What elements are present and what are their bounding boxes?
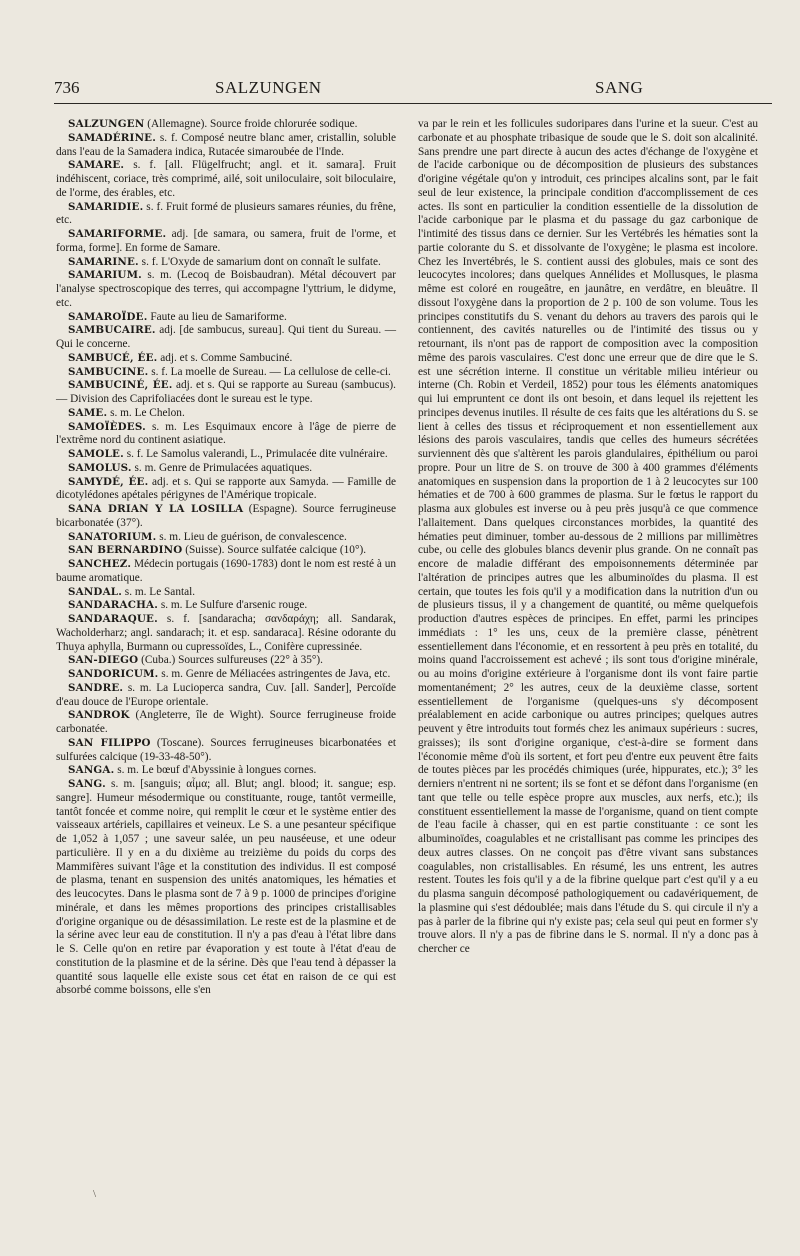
entry-definition: s. m. La Lucioperca sandra, Cuv. [all. Sander], Percoïde d'eau douce de l'Europe orientale.	[56, 681, 396, 708]
dictionary-entry	[56, 558, 396, 586]
entry-headword: SAME.	[68, 406, 108, 419]
entry-definition: adj. et s. Qui se rapporte aux Samyda. — Famille de dicotylédones apétales périgynes de l'Amérique tropicale.	[56, 475, 397, 502]
dictionary-entry	[56, 324, 396, 352]
entry-headword: SAMAROÏDE.	[68, 310, 148, 323]
entry-definition: s. f. Le Samolus valerandi, L., Primulacée dite vulnéraire.	[123, 448, 388, 460]
entry-headword: SANDRE.	[68, 681, 124, 694]
dictionary-entry	[56, 201, 396, 229]
dictionary-entry	[56, 586, 396, 600]
entry-headword: SAMARIFORME.	[68, 228, 167, 240]
right-column	[418, 118, 758, 957]
entry-headword: SAMADÉRINE.	[68, 131, 157, 144]
entry-headword: SAMYDÉ, ÉE.	[68, 475, 149, 488]
entry-definition: adj. [de samara, ou samera, fruit de l'orme, et forma, forme]. En forme de Samare.	[56, 228, 396, 254]
entry-headword: SANA DRIAN Y LA LOSILLA	[68, 503, 244, 515]
dictionary-entry	[56, 269, 396, 310]
entry-headword: SAN-DIEGO	[68, 654, 139, 667]
dictionary-entry	[56, 778, 396, 998]
dictionary-entry	[56, 132, 396, 160]
entry-headword: SAMARINE.	[68, 255, 139, 268]
entry-headword: SAMBUCAIRE.	[68, 324, 156, 337]
entry-definition: s. m. Le Chelon.	[107, 406, 185, 419]
entry-headword: SANATORIUM.	[68, 530, 157, 543]
entry-headword: SAMBUCINÉ, ÉE.	[68, 379, 173, 392]
entry-definition: s. f. L'Oxyde de samarium dont on connaît le sulfate.	[138, 255, 381, 268]
entry-headword: SAMARIUM.	[68, 269, 142, 282]
entry-definition: s. m. (Lecoq de Boisbaudran). Métal découvert par l'analyse spectroscopique des terres, qui accompagne l'yttrium, le didyme, etc.	[56, 269, 396, 309]
dictionary-entry	[56, 228, 396, 256]
dictionary-entry	[56, 764, 396, 778]
entry-headword: SAMBUCINE.	[68, 365, 149, 378]
entry-headword: SANG.	[68, 778, 106, 790]
entry-definition: (Suisse). Source sulfatée calcique (10°).	[182, 544, 367, 557]
dictionary-entry	[56, 737, 396, 765]
dictionary-entry	[56, 544, 396, 558]
entry-definition: s. m. [sanguis; αἷμα; all. Blut; angl. blood; it. sangue; esp. sangre]. Humeur mésodermique ou constituante, rouge, tantôt vermeille, tantôt foncée et comme noire, qui remplit le cœur et le système entier des vaisseaux artériels, capillaires et veineux. Le S. a une pesanteur spécifique de 1,052 à 1,057 ; une saveur salée, un peu nauséeuse, et une odeur particulière. Il y en a du dixième au treizième du poids du corps des Mammifères suivant l'âge et la constitution des individus. Il est composé de plasma, tenant en suspension des unités anatomiques, les hématies et des leucocytes. Dans le plasma sont de 7 à 9 p. 1000 de principes d'origine minérale, et dans les mêmes proportions des principes cristallisables d'origine organique ou de désassimilation. Le reste est de la plasmine et de la sérine avec leur eau de constitution. Il n'y a pas d'eau à l'état libre dans le S. Celle qu'on en retire par évaporation y est toute à l'état d'eau de constitution de la plasmine et de la sérine. Dès que l'eau tend à dépasser la quantité sous laquelle elle existe sous cet état en raison de ce qui est absorbé comme boissons, elle s'en	[56, 778, 396, 997]
dictionary-entry	[56, 159, 396, 200]
dictionary-entry	[56, 407, 396, 421]
dictionary-entry	[56, 709, 396, 737]
entry-definition: s. f. Composé neutre blanc amer, cristallin, soluble dans l'eau de la Samadera indica, Rutacée simaroubée de l'Inde.	[56, 131, 396, 158]
entry-headword: SAMBUCÉ, ÉE.	[68, 351, 158, 364]
entry-headword: SAMOÏÈDES.	[68, 420, 146, 433]
entry-definition: adj. et s. Qui se rapporte au Sureau (sambucus). — Division des Caprifoliacées dont le sureau est le type.	[56, 379, 396, 405]
margin-mark: \	[93, 1188, 97, 1200]
entry-headword: SAMOLUS.	[68, 461, 132, 474]
entry-definition: s. f. [sandaracha; σανδαράχη; all. Sandarak, Wacholderharz; angl. sandarach; it. et esp. sandaraca]. Résine odorante du Thuya aphylla, Burmann ou cupressoïdes, L., Conifère cupressinée.	[56, 613, 396, 653]
entry-headword: SANDORICUM.	[68, 668, 159, 680]
entry-headword: SAN BERNARDINO	[68, 544, 183, 557]
entry-headword: SANDAL.	[68, 585, 122, 598]
dictionary-entry	[56, 311, 396, 325]
dictionary-entry	[56, 531, 396, 545]
entry-definition: Médecin portugais (1690-1783) dont le nom est resté à un baume aromatique.	[56, 558, 396, 584]
dictionary-entry	[56, 118, 396, 132]
entry-definition: (Cuba.) Sources sulfureuses (22° à 35°).	[138, 654, 324, 667]
left-running-title: SALZUNGEN	[215, 78, 322, 97]
dictionary-entry	[56, 421, 396, 449]
dictionary-entry	[56, 682, 396, 710]
entry-definition: s. m. Genre de Méliacées astringentes de Java, etc.	[158, 668, 391, 680]
entry-definition: s. f. [all. Flügelfrucht; angl. et it. samara]. Fruit indéhiscent, coriace, très comprimé, ailé, soit uniloculaire, soit biloculaire, de l'orme, des érables, etc.	[56, 159, 396, 199]
left-column	[56, 118, 396, 998]
entry-definition: s. m. Le Sulfure d'arsenic rouge.	[158, 599, 308, 612]
entry-headword: SALZUNGEN	[68, 118, 145, 130]
entry-definition: s. f. La moelle de Sureau. — La cellulose de celle-ci.	[148, 365, 391, 378]
entry-definition: (Angleterre, île de Wight). Source ferrugineuse froide carbonatée.	[56, 709, 396, 735]
entry-headword: SAMARIDIE.	[68, 200, 144, 213]
entry-headword: SANGA.	[68, 764, 115, 777]
entry-headword: SAMARE.	[68, 159, 125, 172]
continued-paragraph: va par le rein et les follicules sudoripares dans l'urine et la sueur. C'est au carbonate et au phosphate tribasique de soude que le S. doit son alcalinité. Sans prendre une part directe à aucun des actes d'échange de l'oxygène et de l'acide carbonique ou de décomposition de plusieurs des substances d'origine végétale qu'on y introduit, ces principes alcalins sont, par le fait seul de leur existence, la principale condition d'accomplissement de ces actes. Ils sont en particulier la condition essentielle de la dissolution de l'acide carbonique par le plasma et du passage du gaz carbonique de l'intimité des tissus dans ce dernier. Sur les Vertébrés les hématies sont la partie colorante du S. et dissolvante de l'oxygène; le plasma est incolore. Chez les Invertébrés, le S. contient aussi des globules, mais ce sont des leucocytes incolores; dans quelques Annélides et Mollusques, le plasma même est coloré en rougeâtre, en jaunâtre, en verdâtre, en bleuâtre. Il dissout l'oxygène dans la proportion de 2 p. 100 de son volume. Tous les principes constitutifs du S. venant du dehors au travers des parois qui le contiennent, des cavités naturelles ou de l'intimité des tissus ou y retournant, ils n'ont pas de rapport de composition avec la composition même des parois vasculaires. C'est donc une erreur que de dire que le S. est une sécrétion interne. Il constitue un véritable milieu intérieur ou interne (Ch. Robin et Verdeil, 1852) pour tous les éléments anatomiques qui lui empruntent ce dont ils ont besoin, et dans lequel ils rejettent les principes devenus inutiles. Il résulte de ces faits que les altérations du S. se lient à celles des tissus et réciproquement et non essentiellement aux lésions des parois vasculaires, tandis que celles des humeurs sécrétées surviennent dès que s'altèrent les parois glandulaires, épithélium ou paroi propre. Pour un litre de S. on trouve de 300 à 400 grammes d'éléments anatomiques en suspension dans la proportion de 1 à 2 leucocytes sur 100 hématies et de 700 à 600 grammes de plasma. Sur le fœtus le rapport du plasma aux globules est inverse ou à peu près jusqu'à ce que commence l'allaitement. Dans quelques circonstances morbides, la quantité des hématies peut diminuer, tomber au-dessous de 2 millions par millimètres cube, ou celle des globules blancs devenir plus grande. On ne connaît pas encore de maladie différant des empoisonnements déterminée par l'altération de principes autres que les albuminoïdes du plasma. Il est certain, que toutes les fois qu'il y a modification dans la nutrition d'un ou de plusieurs tissus, il y a changement de quantité, ou même quelquefois production d'autres espèces de principes. En effet, parmi les principes immédiats : 1° les uns, ceux de la première classe, pénètrent essentiellement dans l'économie, et en ressortent à peu près en totalité, du moins quand l'accroissement est achevé ; ils sont tous d'origine minérale, ou au moins d'origine extérieure à l'organisme dont ils vont faire partie momentanément; 2° les autres, ceux de la deuxième classe, sortent essentiellement de l'organisme (quelques-uns s'y décomposent préalablement en acide carbonique ou autres principes; quelques autres peuvent y être introduits tout formés chez les animaux supérieurs : sucres, graisses); ils sont d'origine organique, c'est-à-dire se forment dans l'économie même d'où ils sortent, et fort peu d'entre eux peuvent être faits de toutes pièces par les procédés chimiques (urée, hippurates, etc.); 3° les derniers n'entrent ni ne sortent; ils se font et se défont dans l'organisme (en tant que telle ou telle espèce propre aux muscles, aux nerfs, etc.); ils constituent essentiellement la masse de l'organisme, quand on tient compte de l'eau facile à chasser, qui en est partie constituante : ce sont les albuminoïdes, coagulables et ne cristallisant pas comme les principes des deux autres classes. On ne conçoit pas d'être vivant sans substances coagulables, non cristallisables. En résumé, les uns entrent, les autres restent. Toutes les fois qu'il y a de la fibrine quelque part c'est qu'il y a eu du plasma sanguin décomposé pathologiquement ou cadavériquement, de la plasmine qui s'est dédoublée; mais dans l'étude du S. qui circule il n'y a pas à parler de la fibrine qui n'y existe pas; cela seul qui peut en former s'y trouve alors. Il n'y a pas de fibrine dans le S. normal. Il n'y a donc pas à chercher ce	[418, 118, 758, 955]
dictionary-entry	[56, 352, 396, 366]
page-number: 736	[54, 78, 80, 97]
dictionary-entry	[56, 366, 396, 380]
entry-headword: SANCHEZ.	[68, 558, 132, 570]
entry-definition: adj. [de sambucus, sureau]. Qui tient du Sureau. — Qui le concerne.	[56, 324, 396, 350]
entry-headword: SANDARACHA.	[68, 599, 158, 612]
entry-definition: adj. et s. Comme Sambuciné.	[157, 351, 293, 364]
entry-definition: s. m. Le Santal.	[121, 585, 196, 598]
entry-definition: s. m. Genre de Primulacées aquatiques.	[131, 461, 313, 474]
entry-definition: (Allemagne). Source froide chlorurée sodique.	[144, 118, 358, 130]
dictionary-entry	[56, 503, 396, 531]
header-rule	[54, 103, 772, 104]
entry-headword: SANDARAQUE.	[68, 613, 158, 625]
dictionary-entry	[56, 256, 396, 270]
dictionary-entry	[56, 476, 396, 504]
running-header	[54, 78, 772, 100]
dictionary-entry	[56, 668, 396, 682]
right-running-title: SANG	[595, 78, 644, 97]
entry-headword: SANDROK	[68, 709, 130, 722]
dictionary-entry	[56, 613, 396, 654]
dictionary-entry	[56, 599, 396, 613]
dictionary-entry	[56, 462, 396, 476]
entry-definition: Faute au lieu de Samariforme.	[147, 310, 287, 323]
entry-definition: s. m. Lieu de guérison, de convalescence.	[156, 530, 347, 543]
dictionary-entry	[56, 654, 396, 668]
entry-definition: s. f. Fruit formé de plusieurs samares réunies, du frêne, etc.	[56, 200, 396, 227]
entry-definition: s. m. Le bœuf d'Abyssinie à longues cornes.	[114, 764, 317, 777]
entry-definition: s. m. Les Esquimaux encore à l'âge de pierre de l'extrême nord du continent asiatique.	[56, 420, 396, 447]
dictionary-entry	[56, 379, 396, 407]
entry-definition: (Espagne). Source ferrugineuse bicarbonatée (37°).	[56, 503, 397, 529]
dictionary-entry	[56, 448, 396, 462]
entry-headword: SAMOLE.	[68, 448, 124, 460]
entry-headword: SAN FILIPPO	[68, 736, 151, 749]
entry-definition: (Toscane). Sources ferrugineuses bicarbonatées et sulfurées calcique (19-33-48-50°).	[56, 736, 396, 763]
